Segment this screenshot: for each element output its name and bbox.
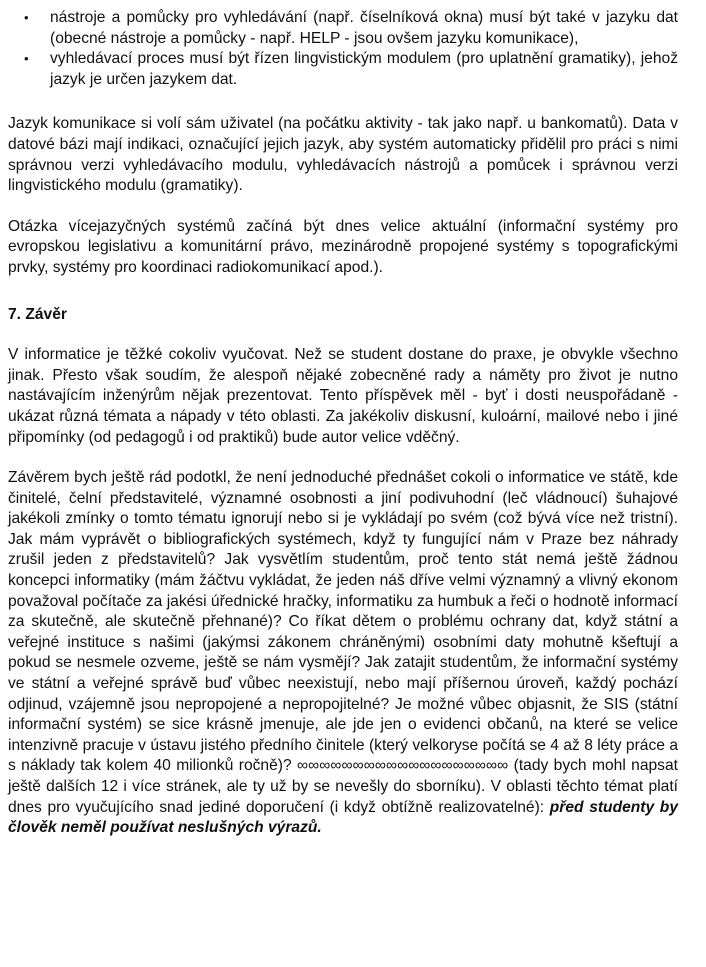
section-heading-conclusion: 7. Závěr bbox=[8, 305, 67, 323]
paragraph-communication-language: Jazyk komunikace si volí sám uživatel (na počátku aktivity - tak jako např. u bankomatů). Data v datové bázi mají indikaci, označující jejich jazyk, aby systém automaticky přidělil pro práci s nimi správnou verzi vyhledávacího modulu, vyhledávacích nástrojů a pomůcek i správnou verzi lingvistického modulu (gramatiky). bbox=[8, 115, 678, 195]
paragraph-multilingual-systems: Otázka vícejazyčných systémů začíná být dnes velice aktuální (informační systémy pro evropskou legislativu a komunitární právo, mezinárodně propojené systémy s topografickými prvky, systémy pro koordinaci radiokomunikací apod.). bbox=[8, 217, 678, 276]
bullet-icon: • bbox=[24, 51, 29, 67]
paragraph-conclusion-intro: V informatice je těžké cokoliv vyučovat. Než se student dostane do praxe, je obvykle všechno jinak. Přesto však soudím, že alespoň nějaké zobecněné rady a náměty pro život je nutno nastávajícím inženýrům nějak prezentovat. Tento příspěvek měl - byť i dosti neuspořádaně - ukázat různá témata a nápady v této oblasti. Za jakékoliv diskusní, kuloární, mailové nebo i jiné připomínky (od pedagogů i od praktiků) bude autor velice vděčný. bbox=[8, 346, 678, 446]
bullet-icon: • bbox=[24, 10, 29, 25]
requirements-list bbox=[8, 8, 678, 90]
list-item bbox=[24, 49, 678, 90]
list-item bbox=[24, 8, 678, 49]
paragraph-text: Závěrem bych ještě rád podotkl, že není jednoduché přednášet cokoli o informatice ve státě, kde činitelé, čelní představitelé, významné osobnosti a jiní podivuhodní (leč vládnoucí) šuhajové jakékoli zmínky o tomto tématu ignorují nebo si je vykládají po svém (což bývá více než tristní). Jak mám vyprávět o bibliografických systémech, když ty fungující nám v Praze bez náhrady zrušil jeden z představitelů? Jak vysvětlím studentům, proč tento stát nemá ještě žádnou koncepci informatiky (mám žáčtvu vykládat, že jeden náš dříve velmi významný a vlivný ekonom považoval počítače za jakési úřednické hračky, informatiku za humbuk a řeči o hodnotě informací za skutečně, ale skutečně přehnané)? Co říkat dětem o problému ochrany dat, když státní a veřejné instituce s našimi (jakýmsi zákonem chráněnými) osobními daty mohutně kšeftují a pokud se nesmele ozveme, ještě se nám vysmějí? Jak zatajit studentům, že informační systémy ve státní a veřejné správě buď vůbec neexistují, nebo mají příšernou úroveň, každý pochází odjinud, vzájemně jsou nepropojené a nepropojitelné? Je možné vůbec objasnit, že SIS (státní informační systém) se sice krásně jmenuje, ale jde jen o evidenci občanů, na které se velice intenzivně pracuje v ústavu jistého předního činitele (který velkoryse počítá se 4 až 8 léty práce a s náklady tak kolem 40 milionků ročně)? ∞∞∞∞∞∞∞∞∞∞∞∞∞∞∞∞∞∞∞ (tady bych mohl napsat ještě dalších 12 i více stránek, ale ty už by se nevešly do sborníku). V oblasti těchto témat platí dnes pro vyučujícího snad jediné doporučení (i když obtížně realizovatelné): bbox=[8, 469, 678, 816]
paragraph-conclusion-final bbox=[8, 468, 678, 839]
document-page bbox=[8, 8, 678, 839]
list-item-text: nástroje a pomůcky pro vyhledávání (např. číselníková okna) musí být také v jazyku dat (obecné nástroje a pomůcky - např. HELP - jsou ovšem jazyku komunikace), bbox=[50, 9, 678, 47]
list-item-text: vyhledávací proces musí být řízen lingvistickým modulem (pro uplatnění gramatiky), jehož jazyk je určen jazykem dat. bbox=[50, 50, 678, 88]
closing-emphasis: před studenty by člověk neměl používat neslušných výrazů. bbox=[8, 798, 678, 837]
